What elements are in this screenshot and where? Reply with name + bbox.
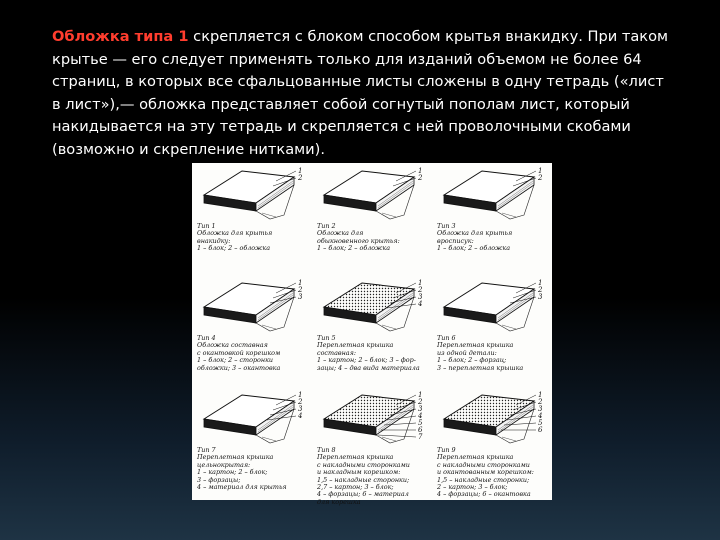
part-number: 2	[538, 174, 543, 182]
book-diagram	[432, 163, 552, 225]
caption-line: 1 – блок; 2 – обложка	[317, 244, 391, 253]
description-paragraph	[52, 26, 672, 162]
part-number: 1	[538, 279, 543, 287]
caption-line: и окантованным корешком:	[437, 468, 534, 477]
part-number: 4	[418, 300, 423, 308]
part-number: 1	[298, 391, 303, 399]
cover-type-6	[432, 275, 552, 387]
caption-line: 4 – материал для крытья	[197, 483, 287, 492]
cover-type-caption	[197, 335, 315, 372]
cover-type-caption	[197, 447, 315, 491]
caption-line: Переплетная крышка	[317, 341, 394, 350]
part-number: 2	[418, 286, 423, 294]
caption-line: внакидку:	[197, 236, 231, 245]
caption-line: 1,5 – накладные сторонки;	[317, 475, 410, 484]
part-number: 4	[298, 412, 303, 420]
caption-line: 1,5 – накладные сторонки;	[437, 475, 530, 484]
part-number: 2	[418, 174, 423, 182]
caption-line: с окантовкой корешком	[197, 348, 281, 357]
part-number: 1	[298, 279, 303, 287]
caption-line: 1 – блок; 2 – обложка	[437, 244, 511, 253]
caption-line: Тип 4	[197, 334, 216, 342]
caption-line: Обложка составная	[197, 341, 268, 350]
caption-line: Переплетная крышка	[197, 453, 274, 462]
cover-type-caption	[317, 447, 435, 506]
caption-line: Тип 8	[317, 446, 336, 454]
cover-type-7	[192, 387, 312, 499]
caption-line: Обложка для	[317, 229, 364, 238]
cover-types-figure	[192, 163, 552, 506]
cover-type-8	[312, 387, 432, 506]
book-diagram	[192, 387, 312, 449]
caption-line: составная:	[317, 348, 356, 357]
caption-line: из одной детали:	[437, 348, 497, 357]
part-number: 3	[298, 293, 303, 301]
cover-type-caption	[197, 223, 315, 253]
book-diagram	[432, 275, 552, 337]
caption-line: 2 – картон; 3 – блок;	[437, 483, 508, 492]
caption-line: Тип 5	[317, 334, 336, 342]
part-number: 3	[418, 405, 423, 413]
cover-type-caption	[317, 335, 435, 372]
cover-type-caption	[437, 335, 555, 372]
part-number: 2	[298, 286, 303, 294]
caption-line: 3 – форзацы;	[197, 475, 241, 484]
caption-line: обыкновенного крытья:	[317, 236, 400, 245]
part-number: 3	[418, 293, 423, 301]
caption-line: Тип 9	[437, 446, 456, 454]
caption-line: 3 – переплетная крышка	[437, 363, 524, 372]
caption-line: и накладным корешком:	[317, 468, 401, 477]
caption-line: 4 – форзацы; 6 – окантовка	[437, 490, 531, 499]
part-number: 1	[418, 391, 423, 399]
book-diagram	[312, 163, 432, 225]
book-diagram	[432, 387, 552, 449]
caption-line: 1 – картон; 2 – блок; 3 – фор-	[317, 356, 416, 365]
caption-line: Тип 3	[437, 222, 456, 230]
paragraph-highlight: Обложка типа 1	[52, 28, 189, 45]
caption-line: 1 – блок; 2 – сторонки	[197, 356, 274, 365]
cover-type-caption	[437, 447, 555, 499]
cover-type-caption	[437, 223, 555, 253]
caption-line: вросписук:	[437, 236, 474, 245]
caption-line: 4 – форзацы; 6 – материал	[317, 490, 409, 499]
part-number: 1	[418, 167, 423, 175]
cover-type-2	[312, 163, 432, 275]
book-diagram	[192, 163, 312, 225]
part-number: 6	[418, 426, 423, 434]
caption-line: с накладными сторонками	[317, 460, 410, 469]
part-number: 1	[418, 279, 423, 287]
part-number: 1	[298, 167, 303, 175]
cover-type-caption	[317, 223, 435, 253]
caption-line: 1 – блок; 2 – форзац;	[437, 356, 507, 365]
part-number: 4	[538, 412, 543, 420]
part-number: 1	[538, 391, 543, 399]
caption-line: Обложка для крытья	[197, 229, 273, 238]
part-number: 2	[538, 286, 543, 294]
part-number: 3	[538, 405, 543, 413]
part-number: 3	[538, 293, 543, 301]
caption-line: зацы; 4 – два вида материала	[317, 363, 420, 372]
caption-line: цельнокрытая:	[197, 460, 251, 469]
part-number: 7	[418, 433, 423, 441]
cover-type-4	[192, 275, 312, 387]
cover-type-3	[432, 163, 552, 275]
book-diagram	[312, 275, 432, 337]
part-number: 1	[538, 167, 543, 175]
cover-type-5	[312, 275, 432, 387]
cover-type-9	[432, 387, 552, 499]
part-number: 2	[298, 398, 303, 406]
paragraph-body: скрепляется с блоком способом крытья внакидку. При таком крытье — его следует применять только для изданий объемом не более 64 страниц, в которых все сфальцованные листы сложены в одну тетрадь («лист в лист»),— обложка представляет собой согнутый пополам лист, который накидывается на эту тетрадь и скрепляется с ней проволочными скобами (возможно и скрепление нитками).	[52, 28, 669, 158]
caption-line: Переплетная крышка	[437, 341, 514, 350]
part-number: 2	[418, 398, 423, 406]
caption-line: Тип 7	[197, 446, 216, 454]
caption-line: 1 – картон; 2 – блок;	[197, 468, 268, 477]
caption-line: Тип 1	[197, 222, 216, 230]
part-number: 2	[538, 398, 543, 406]
caption-line: Тип 6	[437, 334, 456, 342]
part-number: 4	[418, 412, 423, 420]
caption-line: Переплетная крышка	[317, 453, 394, 462]
caption-line: Переплетная крышка	[437, 453, 514, 462]
cover-type-1	[192, 163, 312, 275]
caption-line: обложки; 3 – окантовка	[197, 363, 281, 372]
part-number: 2	[298, 174, 303, 182]
part-number: 6	[538, 426, 543, 434]
part-number: 5	[418, 419, 423, 427]
caption-line: с накладными сторонками	[437, 460, 530, 469]
caption-line: для корешка	[317, 497, 361, 506]
caption-line: Тип 2	[317, 222, 336, 230]
part-number: 3	[298, 405, 303, 413]
part-number: 5	[538, 419, 543, 427]
book-diagram	[192, 275, 312, 337]
book-diagram	[312, 387, 432, 449]
caption-line: Обложка для крытья	[437, 229, 513, 238]
caption-line: 1 – блок; 2 – обложка	[197, 244, 271, 253]
caption-line: 2,7 – картон; 3 – блок;	[317, 483, 394, 492]
